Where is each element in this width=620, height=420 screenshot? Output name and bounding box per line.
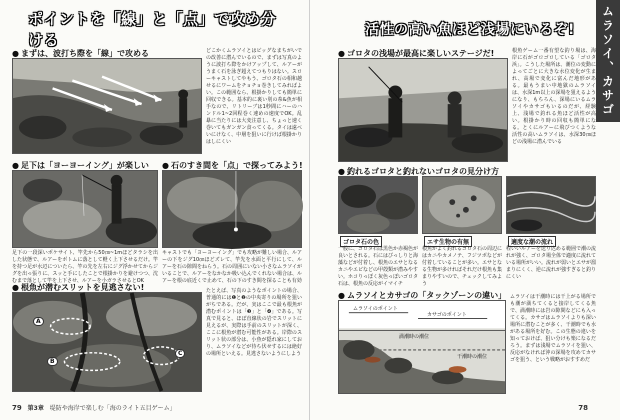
right-footer: [578, 404, 592, 412]
text-gorota-shallow: 根魚ゲーム一番有望な釣り場は、海岸に石がゴロゴロしている「ゴロタ浜」。こうした場所は、潮位の変動によってごとに大きな水位変化が生まれ、高場で変化に富んだ地形がある。最もうまい中地獄のムラソイは、水深1m以上の深場を狙えるようになり、もちろん、深場にいるムラソイやカサゴもいるのだが、経験上、浅場で釣れる魚ほど活性が高い。根掛かり時の回収も簡単になる。とくにルアーに飛びつくような活性の高いムラソイは、水深30㎝ほどの浅場に潜んでいる: [512, 48, 596, 145]
text-bait-organisms: 根魚がよく釣れるゴロタ石の周辺にはカニやカメノテ、フジツボなどが付着していることが多い。エサとなる生物が多ければそれだけ根魚も集まりやすいので、チェックしてみよう: [422, 246, 503, 287]
photo-gorota-color: [338, 176, 418, 234]
photo-shoreline-casting: [12, 58, 202, 154]
caption-tidal-flow: 適度な潮の流れ: [508, 236, 556, 247]
photo-tidal-flow: [506, 176, 596, 234]
section-heading-yoyoing: ● 足下は「ヨーヨーイング」が楽しい: [12, 160, 149, 171]
photo-yoyoing-angler: [12, 170, 158, 248]
diagram-tack-zone: [338, 300, 506, 394]
caption-gorota-color: ゴロタ石の色: [340, 236, 382, 247]
text-gorota-color: 一般に、ゴロタ石は黒色か赤褐色が良いとされる。石にはびっしりと海藻などが付着し、根魚のエサとなるカニやエビなどの甲殻類が潜みやすい。ホコりっぽく灰色っぽいゴロタ石は、根魚の反応がイマイチ: [338, 246, 419, 287]
label-murasoi-point: ムラソイのポイント: [353, 306, 398, 312]
chapter-label: 第3章: [27, 405, 44, 412]
photo-bait-organisms: [422, 176, 502, 234]
right-page-number: 78: [578, 404, 588, 412]
text-slit: たとえば、写真のようなポイントの場合、普通的には❶と❷の中央寄りの場所を狙いがちである。だが、実はここで最も根魚が潜むポイントは「❸」と「❹」である。写真で見ると、ほぼ直線状の岩でスリットに見えるが、実際は手前のスリットが深く、ここに根魚が潜む可能性がある。岸際のスリット状の部分は、小魚が隠れ家にしており、ムラソイなどが待ち伏せするには絶好の場所といえる。見逃さないようにしよう: [206, 288, 302, 357]
text-tidal-flow: 程いいルアーを送り込める範囲で潮の流れが強く、ゴロタ場全体で適度に流れている場所がいい。流れが弱いとエサが溜まりにくく、逆に流れが強すぎると釣りにくい: [506, 246, 597, 280]
text-point-attack: キャストでも「ヨーヨーイング」でも攻略が難しい場合、ルアーの下をジグ10㎝ほどズレて、竿先を水面と平行にして、ルアーを石の隙間をねらう。石の周囲にいない小さなムラソイがいることで、ルアーをなかなか吸い込んでくれない場合は、ルアーを根の底近くで止めて、石の下のすき間を探ることも有効: [162, 250, 302, 284]
label-kasago-point: カサゴのポイント: [427, 312, 467, 318]
side-tab-category: ムラソイ、カサゴ: [596, 0, 620, 122]
right-page-title: 活性の高い魚ほど浅場にいるぞ!: [365, 22, 575, 38]
section-heading-line-attack: ● まずは、波打ち際を「線」で攻める: [12, 48, 149, 59]
section-heading-gorota-shallow: ● ゴロタの浅場が最高に楽しいステージだ!: [338, 48, 494, 59]
section-heading-slit: ● 根魚が潜むスリットを見逃さない!: [12, 282, 144, 293]
left-page-title: ポイントを「線」と「点」で攻め分ける: [28, 10, 277, 49]
photo-label-b: B: [47, 357, 58, 366]
section-heading-good-bad-gorota: ● 釣れるゴロタと釣れないゴロタの見分け方: [338, 166, 499, 177]
photo-slit-points: [12, 292, 202, 392]
photo-anglers-gorota: [338, 58, 508, 162]
label-high-tide: 満潮時の潮位: [399, 334, 430, 340]
caption-bait-organisms: エサ生物の有無: [424, 236, 472, 247]
right-title-banner: [350, 14, 590, 44]
label-low-tide: 干潮時の潮位: [457, 354, 488, 360]
section-heading-point-attack: ● 石のすき間を「点」で探ってみよう!: [162, 160, 303, 171]
text-line-attack: どこかくムラソイとはビッグなまちがいでの改善に潜んでいるので、まずは写真のように波打ち際をかけアップして、ルアーがうまく石を泳ぎ超えてつもりはない。スローキャストしてやもう、ゴロタ石の相和越せるにワームをチョチョ巻きしてみればよい。この範囲なら、根掛かりしても簡単に回収できる。基本的に裏い別の糸&魚が相手なので、リトリーブは1秒間にハーのハンドル1~2回程巻く速めの速度でOK。乱暴に当たりには大変注意し、ちょっと速く巻いてもガンガン食ってくる。タイは遠べいにけなく、中層を狙いに行けば根掛かりはしにくい: [206, 48, 302, 145]
photo-label-c: C: [175, 349, 185, 358]
left-page-number: 79: [12, 404, 22, 412]
photo-rock-gap: [162, 170, 302, 248]
right-page: [310, 0, 620, 420]
left-footer: [12, 403, 176, 412]
section-heading-tack-zone: ● ムラソイとカサゴの「タックゾーンの違い」: [338, 290, 506, 301]
left-title-banner: [28, 10, 288, 49]
text-tack-zone: ムラソイは干潮時には干上がる場所でも潮が満ちてくると接岸してくる魚で、満潮時には岩の隙間などにも入ってくる。カサゴはムラソイよりも深い場所に潜むことが多く、干潮時でも水がある場所を好む。この生態の違いを知っておけば、狙い分けも楽になるだろう。まずは浅場でムラソイを狙い、反応がなければ沖の深場を攻めてカサゴを狙う、という戦略がおすすめだ: [510, 294, 596, 363]
photo-label-a: A: [33, 317, 44, 326]
text-yoyoing: 足下の一段深いポケサイト、竿先から50㎝~1mほどタラシを出した状態で、ルアーをボトムに落として軽く上下させるだけ。竿を持つ足が水辺についたら、竿の先を左右にジグ浮かせてからジグを出っ張りに、スッと手にしたことで根掛かりを避けつつ、沈むまで落として竿を上下させ、ルアーを小ガラさせるとOK: [12, 250, 158, 284]
chapter-title: 堤防や海岸で楽しむ「海のライト五目ゲーム」: [49, 405, 176, 412]
